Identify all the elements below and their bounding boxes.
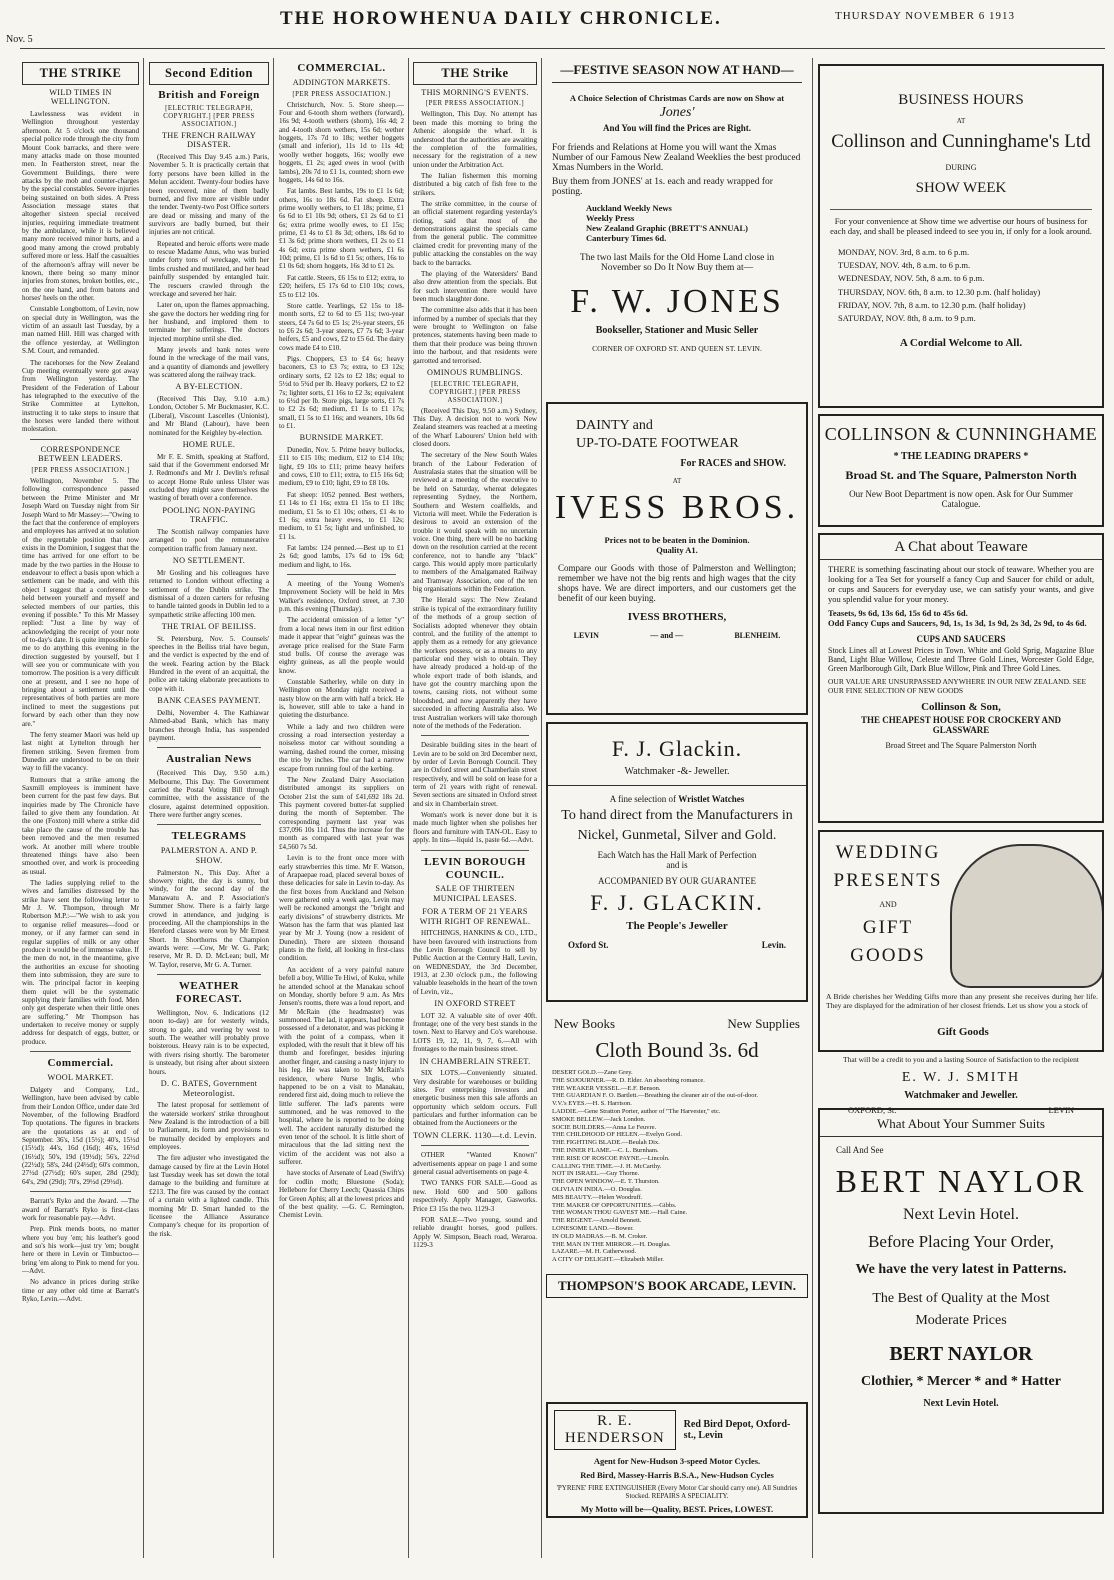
column-commercial (279, 58, 404, 1573)
ad-trade: Bookseller, Stationer and Music Seller (595, 325, 759, 336)
press-credit: [PER PRESS ASSOCIATION.] (292, 90, 391, 98)
page-label: Nov. 5 (6, 34, 33, 45)
article-paragraph: Constable Longbottom, of Levin, now on special duty in Wellington, was the victim of an assault last Tuesday, by a man named Hill. Hill was charged with the offence yesterday, at Wellington S.M. Court, and remanded. (22, 305, 139, 356)
ad-line: Compare our Goods with those of Palmerston and Wellington; remember we have not the big rents and high wages that the city shops have. We are direct importers, and our customers get the benefit of our keen buying. (558, 563, 796, 603)
ad-business-hours (818, 64, 1104, 408)
ad-thompsons-books (546, 1010, 808, 1393)
publication-name: Weekly Press (586, 213, 635, 223)
ad-firm-name: Collinson and Cunninghame's Ltd (831, 131, 1091, 152)
hours-tuesday: TUESDAY, NOV. 4th, 8 a.m. to 6 p.m. (838, 260, 971, 271)
ad-line: For RACES and SHOW. (680, 458, 786, 469)
ad-line (548, 794, 806, 804)
column-second-edition (149, 58, 269, 1573)
article-subheading: WOOL MARKET. (47, 1073, 114, 1083)
section-heading: Australian News (166, 753, 252, 766)
divider (830, 209, 1092, 210)
ad-line: Our New Boot Department is now open. Ask for Our Summer Catalogue. (849, 489, 1073, 509)
ad-locations (548, 631, 806, 640)
divider (421, 1145, 529, 1146)
article-paragraph: Lawlessness was evident in Wellington throughout yesterday afternoon. At 5 o'clock one thousand special police rode through the city from Mount Cook barracks, and there were many attacks made on those mounted men. In Featherston street, near the Government Buildings, there were attacks by the mob and counter-charges by the special constables. Severe injuries being sustained on both sides. A Press Association message states that altogether sixteen special received injuries, requiring immediate treatment by the ambulance, while it is believed many more received minor hurts, and a good many among the crowd probably suffered more or less. Half the casualties of the afternoon's affray will never be known, there being so many minor injuries from stones, broken bottles, etc., on the one hand, and from batons and horses' heels on the other. (22, 110, 139, 302)
article-subheading: NO SETTLEMENT. (172, 556, 246, 566)
ad-line: Nickel, Gunmetal, Silver and Gold. (577, 828, 777, 843)
ad-line: Red Bird, Massey-Harris B.S.A., New-Hudson Cycles (580, 1470, 774, 1480)
article-paragraph: (Received This Day 9.45 a.m.) Paris, November 5. It is practically certain that forty persons have been killed in the Melun accident. Twenty-four bodies have been recovered, nine of them badly burned, and five more are visible under the tender. Twenty-two Post Office sorters are dead or missing and many of the survivors are badly burned, but their injuries are not critical. (149, 153, 269, 237)
article-subheading: BANK CEASES PAYMENT. (157, 696, 261, 706)
book-list-item: SMOKE BELLEW.—Jack London. (552, 1115, 646, 1123)
book-list-item: THE GUARDIAN F. O. Bartlett.—Breathing the cleaner air of the out-of-door. (552, 1092, 758, 1100)
ad-line: Each Watch has the Hall Mark of Perfection (597, 850, 757, 860)
article-subheading: SALE OF THIRTEEN MUNICIPAL LEASES. (433, 884, 517, 904)
book-list-item: THE OPEN WINDOW.—E. T. Thurston. (552, 1178, 660, 1186)
book-list-item: THE SOJOURNER.—R. D. Elder. An absorbing romance. (552, 1076, 705, 1084)
book-list-item: THE MAN IN THE MIRROR.—H. Douglas. (552, 1240, 671, 1248)
article-subheading: FOR A TERM OF 21 YEARS WITH RIGHT OF RENEWAL. (419, 906, 531, 926)
ad-address: Red Bird Depot, Oxford-st., Levin (683, 1419, 791, 1441)
newspaper-title: THE HOROWHENUA DAILY CHRONICLE. (280, 8, 722, 29)
article-paragraph: Fat lambs. Best lambs, 19s to £1 1s 6d; others, 16s to 18s 6d. Fat sheep. Extra prime woolly wethers, to £1 18s; prime, £1 6s 6d to £1 10s 9d; others, £1 2s 6d to £1 6s; extra prime woolly ewes, to £1 15s; prime, £1 4s to £1 8s 3d; others, 18s 6d to £1 3s 6d; prime shorn wethers, £1 2s to £1 4s 6d; extra prime shorn wethers, £1 6s 10d; prime, £1 1s 6d to £1 5s; others, 16s to £1 0s 6d; shorn hoggets, 16s 3d to £1 2s. (279, 187, 404, 271)
ad-line: For friends and Relations at Home you will want the Xmas Number of our Famous New Zealand Weeklies the best produced Xmas Numbers in the World. (552, 143, 801, 173)
book-list-item: OLIVIA IN INDIA.—O. Douglas. (552, 1185, 642, 1193)
article-paragraph: (Received This Day, 9.10 a.m.) London, October 5. Mr Buckmaster, K.C. (Liberal), Viscount Lascelles (Unionist), and Mr Bland (Labour), have been nominated for the Keighley by-election. (149, 395, 269, 437)
advt-paragraph: Barratt's Ryko and the Award. —The award of Barratt's Ryko is first-class work for reasonable pay.—Advt. (22, 1197, 139, 1222)
ad-firm-name: R. E. HENDERSON (554, 1410, 676, 1450)
ad-line: SHOW WEEK (915, 180, 1007, 196)
ad-tagline: The People's Jeweller (626, 920, 728, 932)
ad-line: A Choice Selection of Christmas Cards are now on Show at (569, 93, 785, 103)
classified-ad: TWO TANKS FOR SALE.—Good as new. Hold 600 and 500 gallons respectively. Apply Manager, Gasworks. Price £3 15s the two. 1129-3 (413, 1179, 537, 1213)
ad-firm-name: COLLINSON & CUNNINGHAME (824, 424, 1098, 444)
press-credit: [ELECTRIC TELEGRAPH, COPYRIGHT.] [PER PRESS ASSOCIATION.] (163, 104, 255, 128)
section-heading: British and Foreign (158, 88, 260, 101)
section-heading: LEVIN BOROUGH COUNCIL. (424, 855, 526, 881)
ad-line: To hand direct from the Manufacturers in (561, 808, 793, 823)
ad-address: CORNER OF OXFORD ST. AND QUEEN ST. LEVIN. (592, 344, 762, 353)
ad-line: Wristlet Watches (678, 794, 745, 804)
section-heading: THE Strike (413, 62, 537, 85)
ad-line: For your convenience at Show time we advertise our hours of business for each day, and shall be pleased indeed to see you in, if only for a look around. (830, 216, 1092, 236)
article-paragraph: Dunedin, Nov. 5. Prime heavy bullocks, £11 to £15 10s; medium, £12 to £14 10s; light, £9 10s to £11; prime heavy heifers and cows, £10 to £11; extra, to £15 16s 6d; medium, £9 to £10; light, £9 to £8 10s. (279, 445, 404, 488)
ad-firm-name: THOMPSON'S BOOK ARCADE, LEVIN. (546, 1274, 808, 1298)
ad-line: PRESENTS (833, 870, 943, 891)
article-paragraph: Fat lambs: 124 penned.—Best up to £1 2s 6d; good lambs, 17s 6d to 19s 6d; medium and light, to 16s. (279, 543, 404, 569)
ad-line: AND (879, 900, 897, 909)
book-list-item: V.V.'s EYES.—H. S. Harrison. (552, 1100, 632, 1108)
ad-title: A Chat about Teaware (820, 539, 1102, 560)
jones-sign: Jones' (659, 105, 695, 120)
divider (30, 439, 131, 440)
wedding-heart-illustration-icon (950, 844, 1104, 988)
article-paragraph: The ferry steamer Maori was held up last night at Lyttelton through her firemen striking. Seven firemen from Dunedin are understood to be on their way to fill the vacancy. (22, 730, 139, 773)
location-levin: LEVIN (573, 631, 599, 640)
book-list-item: THE WOMAN THOU GAVEST ME.—Hall Caine. (552, 1209, 688, 1217)
ad-line: GIFT (862, 917, 914, 938)
ad-address: Broad Street and The Square Palmerston North (885, 741, 1037, 750)
ad-ewj-smith-footer (818, 1055, 1104, 1115)
advt-paragraph: Prep. Pink mends boots, no matter where you buy 'em; his leather's good and so's his work—just try 'em; bought here or there in Levin or Timbuctoo—bring 'em along to Pink to mend for you.—Advt. (22, 1225, 139, 1276)
classified-ad: OTHER "Wanted Known" advertisements appear on page 1 and some general casual advertisements on page 4. (413, 1151, 537, 1177)
article-paragraph: Fat sheep: 1052 penned. Best wethers, £1 14s to £1 16s; extra £1 15s to £1 18s; medium, £1 5s to £1 10s; others, £1 4s to £1 6s; extra heavy ewes, to £1 12s; medium, to £1 5s; light and unfinished, to £1 1s. (279, 490, 404, 541)
ad-address (548, 940, 806, 950)
ad-line: Prices not to be beaten in the Dominion. (604, 535, 750, 545)
article-subheading: ADDINGTON MARKETS. (292, 77, 391, 87)
article-paragraph: Mr Gosling and his colleagues have returned to London without effecting a settlement of the Dublin strike. The dismissal of a dozen carters for refusing to handle tainted goods in Dublin led to a sympathetic strike affecting 100 men. (149, 568, 269, 619)
ad-tagline: * THE LEADING DRAPERS * (893, 451, 1029, 462)
hours-list (820, 236, 1102, 325)
press-credit: [PER PRESS ASSOCIATION.] (425, 100, 525, 108)
signature: D. C. BATES, Government Meteorologist. (160, 1078, 258, 1098)
publication-name: New Zealand Graphic (BRETT'S ANNUAL) (586, 223, 748, 233)
issue-date: THURSDAY NOVEMBER 6 1913 (835, 10, 1015, 22)
article-paragraph: Many jewels and bank notes were found in the wreckage of the mail vans, and a quantity of diamonds and jewellery was scattered along the railway track. (149, 346, 269, 380)
ad-line: Next Levin Hotel. (903, 1206, 1019, 1223)
book-list-item: THE REGENT.—Arnold Bennett. (552, 1217, 642, 1225)
section-heading: COMMERCIAL. (297, 62, 386, 74)
article-paragraph: Mr F. E. Smith, speaking at Stafford, said that if the Government endorsed Mr J. Redmond's and Mr J. Devlin's refusal to accept Home Rule unless Ulster was excluded they might save themselves the wasting of breath over a conference. (149, 452, 269, 503)
wedding-title-block (828, 842, 948, 967)
article-paragraph: A meeting of the Young Women's Improvement Society will be held in Mrs Walker's residence, Oxford street, at 7.30 p.m. this evening (Thursday). (279, 580, 404, 614)
section-heading: WEATHER FORECAST. (175, 980, 243, 1006)
article-paragraph: The latest proposal for settlement of the waterside workers' strike throughout New Zealand is the introduction of a bill to Parliament, its form and provisions to be mutually decided by employers and employees. (149, 1101, 269, 1151)
article-subheading: A BY-ELECTION. (175, 382, 243, 392)
article-subheading: POOLING NON-PAYING TRAFFIC. (162, 505, 256, 525)
article-paragraph: Fat cattle. Steers, £6 15s to £12; extra, to £20; heifers, £5 17s 6d to £10 10s; cows, £5 to £12 10s. (279, 273, 404, 299)
book-list-item: THE INNER FLAME.—C. L. Burnham. (552, 1146, 659, 1154)
ad-line: Next Levin Hotel. (923, 1397, 999, 1409)
article-paragraph: An accident of a very painful nature befell a boy, Willie Te Hiwi, of Kuku, while he attended school at the Manakau school on Monday, shortly before 9 a.m. As Mrs Jensen's rooms, there was a loud report, and Mr McRain (the headmaster) was summoned. The lad, it appears, had become possessed of a detonator, and was picking it with the point of a compass, when it exploded, with the result that it blew off his thumb and forefinger, besides injuring another finger, and causing a nasty injury to his leg. He was taken to Mr McRain's residence, where Nurse Inglis, who happened to be on a visit to Manakau, rendered first aid, doing much to relieve the little sufferer. The lad's parents were summoned, and he was removed to the hospital, where he is reported to be doing well. The accident naturally disturbed the even tenor of the school. It is little short of miraculous that the lad sitting next the victim of the accident was not also a sufferer. (279, 965, 404, 1167)
ad-line: New Supplies (727, 1016, 800, 1031)
ad-line: The Best of Quality at the Most Moderate Prices (872, 1291, 1050, 1329)
article-paragraph: The accidental omission of a letter "y" from a local news item in our first edition made it appear that "eight" guineas was the average price realised for the State Farm stud bulls. Of course the average was eighty guineas, as all the people would know. (279, 616, 404, 675)
address-street: Oxford St. (568, 940, 609, 950)
ad-line: and is (666, 860, 688, 870)
ad-banner: —FESTIVE SEASON NOW AT HAND— (560, 62, 794, 77)
article-subheading: CORRESPONDENCE BETWEEN LEADERS. (38, 444, 123, 464)
article-paragraph: The fire adjuster who investigated the damage caused by fire at the Levin Hotel last Tuesday week has set down the total damage to the building and furniture at £213. The fire was caused by the contact of a curtain with a lighted candle. This morning Mr D. Smart handed to the licensee the Alliance Assurance Company's cheque for its proportion of the risk. (149, 1154, 269, 1238)
divider (421, 850, 529, 851)
ad-line: AT (956, 117, 966, 125)
article-paragraph: The Italian fishermen this morning distributed a big catch of fish free to the strikers. (413, 171, 537, 197)
column-divider (273, 58, 274, 1558)
signature: TOWN CLERK. 1130—t.d. Levin. (413, 1130, 537, 1140)
ad-trade: Watchmaker -&- Jeweller. (624, 766, 730, 777)
book-list-item: THE FIGHTING BLADE.—Beulah Dix. (552, 1139, 660, 1147)
article-paragraph: (Received This Day, 9.50 a.m.) Melbourne, This Day. The Government carried the Postal Voting Bill through committee, with the assistance of the closure, against determined opposition. There were further angry scenes. (149, 769, 269, 820)
article-paragraph: Pigs. Choppers, £3 to £4 6s; heavy baconers, £3 to £3 7s; extra, to £3 12s; ordinary sorts, £2 12s to £2 18s; equal to 5½d to 5¾d per lb. Heavy porkers, £2 to £2 7s; lighter sorts, £1 16s to £2 3s; equivalent to 6½d per lb. Store pigs, large sorts, £1 7s to £2 2s 6d; medium, £1 1s to £1 17s; small, £1 5s to £1 16s; and weaners, 10s 6d to £1. (279, 355, 404, 430)
article-subheading: BURNSIDE MARKET. (299, 433, 384, 443)
book-list-item: IN OLD MADRAS.—B. M. Croker. (552, 1232, 648, 1240)
section-heading: THE STRIKE (22, 62, 139, 85)
article-paragraph: Palmerston N., This Day. After a showery night, the day is sunny, but windy, for the second day of the Manawatu A. and P. Association's Summer Show. There is a fairly large crowd in attendance, and judging is proceeding. All the championships in the Hereford classes were won by Mr Ernest Short. In Shorthorns the Champion awards were: —Cow, Mr W. G. Park; reserve, Mr R. D. D. McLean; bull, Mr W. Taylor, reserve, Mr G. A. Turner. (149, 868, 269, 969)
address-street: OXFORD, St. (848, 1105, 897, 1115)
column-divider (541, 58, 542, 1558)
ad-bert-naylor (818, 1108, 1104, 1514)
article-paragraph: SIX LOTS.—Conveniently situated. Very desirable for warehouses or building sites. For enterprising investors and energetic business men this sale affords an opportunity which seldom occurs. Full particulars and further information can be obtained from the Auctioneers or the (413, 1069, 537, 1128)
ad-line: Agent for New-Hudson 3-speed Motor Cycles. (593, 1456, 761, 1466)
ad-title: BUSINESS HOURS (898, 92, 1024, 108)
article-subheading: THIS MORNING'S EVENTS. (421, 87, 529, 97)
hours-thursday: THURSDAY, NOV. 6th, 8 a.m. to 12.30 p.m. (half holiday) (838, 286, 1041, 297)
article-paragraph: St. Petersburg, Nov. 5. Counsels' speeches in the Beiliss trial have begun, and the verdict is expected by the end of the week. Fearing action by the Black Hundred in the event of an acquittal, the police are taking elaborate precautions to cope with it. (149, 634, 269, 693)
location-and: — and — (650, 631, 684, 640)
book-list-item: A CITY OF DELIGHT.—Elizabeth Miller. (552, 1256, 664, 1264)
henderson-header (548, 1404, 806, 1450)
ad-title: What About Your Summer Suits (820, 1116, 1102, 1137)
hours-saturday: SATURDAY, NOV. 8th, 8 a.m. to 9 p.m. (838, 312, 976, 323)
address-town: LEVIN (1048, 1105, 1074, 1115)
hours-wednesday: WEDNESDAY, NOV. 5th, 8 a.m. to 6 p.m. (838, 273, 985, 284)
book-list (546, 1063, 808, 1264)
ad-fj-glackin (546, 722, 808, 1002)
price-line: Odd Fancy Cups and Saucers, 9d, 1s, 1s 3d, 1s 9d, 2s 3d, 2s 9d, to 4s 6d. (828, 618, 1087, 628)
ad-line: New Books (554, 1016, 616, 1031)
book-list-item: THE CHILDHOOD OF HELEN.—Evelyn Good. (552, 1131, 682, 1139)
article-paragraph: Repeated and heroic efforts were made to rescue Madame Anus, who was buried under forty tons of wreckage, with her limbs crushed and mutilated, and her head painfully suspended by entangled hair. The rescuers crawled through the wreckage and severed her hair. (149, 239, 269, 298)
ad-line: Stock Lines all at Lowest Prices in Town. White and Gold Sprig, Magazine Blue Band, Light Blue Willow, Celeste and Three Gold Lines, Worcester Gold Edge, Green Marlborough Gilt, Dark Blue Willow, Pink and Three Gold Lines. (828, 646, 1094, 673)
divider (287, 574, 396, 575)
ad-line: GOODS (850, 945, 926, 966)
ad-line: Buy them from JONES' at 1s. each and ready wrapped for posting. (552, 177, 773, 197)
ad-line: 'PYRENE' FIRE EXTINGUISHER (Every Motor Car should carry one). All Sundries Stocked. REPAIRS A SPECIALITY. (556, 1484, 798, 1500)
book-list-item: CALLING THE TIME.—J. H. McCarthy. (552, 1162, 662, 1170)
ad-line: A Bride cherishes her Wedding Gifts more than any present she receives during her life. They are displayed for the admiration of her closest friends. Let us show you a stock of (826, 992, 1098, 1010)
article-paragraph: The strike committee, in the course of an official statement regarding yesterday's rioting, said that most of the demonstrations against the specials came from the general public. The committee claimed credit for preventing many of the public attacking the constables on the way back to the barracks. (413, 200, 537, 267)
advt-paragraph: Woman's work is never done but it is made much lighter when she polishes her floors and furniture with TAN-OL. Easy to apply. In tins—liquid 1s, paste 6d.—Advt. (413, 811, 537, 845)
divider (548, 785, 806, 786)
column-divider (408, 58, 409, 1558)
location-blenheim: BLENHEIM. (734, 631, 781, 640)
divider (30, 1051, 131, 1052)
article-subheading: PALMERSTON A. AND P. SHOW. (160, 846, 258, 866)
article-paragraph: The ladies supplying relief to the wives and families distressed by the strike have sent the following letter to Mr J. W. Thompson, through Mr Robertson M.P.:—"We wish to ask you to organise relief measures—food or money, or if any farmer can send in regular supplies of milk or any other produce it would be of immense value. If the men do not, in the meantime, give the authorities an excuse for shooting them into submission, they are sure to win. The principal factor in keeping them quiet will be the systematic supplying their families with food. Men only get desperate when their little ones are suffering." Mr Thompson has undertaken to receive money or supply address for despatch of eggs, butter, or produce. (22, 879, 139, 1046)
ad-firm-name: IVESS BROTHERS, (627, 611, 727, 623)
article-subheading: OMINOUS RUMBLINGS. (427, 367, 523, 377)
book-list-item: THE WEAKER VESSEL.—E.F. Benson. (552, 1084, 661, 1092)
ad-teaware (818, 533, 1104, 823)
address-town: Levin. (761, 940, 786, 950)
article-paragraph: Delhi, November 4. The Kathiawar Ahmed-abad Bank, which has many branches through India, has suspended payment. (149, 708, 269, 742)
ad-line: Before Placing Your Order, (868, 1232, 1054, 1251)
ad-line: AT (672, 477, 682, 485)
book-list-item: SOCIE BUILDERS.—Anna Le Feuvre. (552, 1123, 657, 1131)
ad-ewj-smith (818, 830, 1104, 1052)
ad-line: And You will find the Prices are Right. (602, 123, 751, 133)
article-paragraph: The Herald says: The New Zealand strike is typical of the extraordinary futility of the methods of a group section of Socialists adopted whenever they obtain control, and the futility of the attempt to apply them as a remedy for any grievance the workers possess, or as a means to any particular end they wish to obtain. They have already produced a hold-up of the whole export trade of both islands, and have got the country marching upon the towns, causing riots, not without some bloodshed, and now apparently they have succeeded in affecting Australia also. We trust Australian workers will take thorough note of the methods of the Federation. (413, 596, 537, 730)
article-paragraph: Later on, upon the flames approaching, she gave the doctors her wedding ring for her husband, and implored them to terminate her sufferings. The doctors injected morphine until she died. (149, 301, 269, 343)
article-paragraph: Desirable building sites in the heart of Levin are to be sold on 3rd December next, by order of Levin Borough Council. They are in Oxford street and Chamberlain street respectively, and will be sold on lease for a term of 21 years with right of renewal. Seven sections are situated in Oxford street and six in Chamberlain street. (413, 741, 537, 808)
ad-line: Gift Goods (937, 1026, 989, 1038)
ad-tagline: My Motto will be—Quality, BEST. Prices, LOWEST. (580, 1504, 774, 1514)
article-subheading: WILD TIMES IN WELLINGTON. (49, 87, 112, 107)
article-subheading: IN CHAMBERLAIN STREET. (419, 1056, 531, 1066)
ad-line: A Cordial Welcome to All. (899, 337, 1023, 350)
publication-name: Auckland Weekly News (586, 203, 672, 213)
divider (421, 735, 529, 736)
section-heading: Second Edition (149, 62, 269, 85)
article-paragraph: LOT 32. A valuable site of over 40ft. frontage; one of the very best stands in the town. Next to Harvey and Co's warehouse. LOTS 19, 12, 11, 9, 7, 6.—All with frontages to the main business street. (413, 1011, 537, 1054)
ad-re-henderson (546, 1402, 808, 1518)
book-list-item: NOT IN ISRAEL.—Guy Thorne. (552, 1170, 640, 1178)
article-paragraph: Wellington, This Day. No attempt has been made this morning to bring the Athenic alongside the wharf. It is understood that the authorities are awaiting the completion of the formalities, necessary for the registration of a new union under the Arbitration Act. (413, 110, 537, 169)
article-subheading: THE TRIAL OF BEILISS. (161, 622, 257, 631)
column-divider (143, 58, 144, 1558)
books-header (546, 1010, 808, 1032)
ad-line: WEDDING (835, 842, 941, 863)
ad-tagline: THE CHEAPEST HOUSE FOR CROCKERY AND GLASSWARE (861, 715, 1061, 735)
ad-address: Broad St. and The Square, Palmerston North (845, 468, 1077, 482)
article-paragraph: Levin is to the front once more with early strawberries this time. Mr F. Watson, of Arapaepae road, placed several boxes of these delicacies for sale in Levin to-day. As the first boxes from Auckland and Nelson were gathered only a week ago, Levin may well be reckoned amongst the "bright and early divisions" of strawberry districts. Mr Watson has the farm that was planted last year by Mr J. Young (now a resident of Dunedin). There are sixteen thousand plants in the field, all looking in first-class condition. (279, 854, 404, 963)
ad-line: Call And See (836, 1145, 884, 1155)
article-paragraph: Rumours that a strike among the Saxmill employees is imminent have been current for the past few days. But inquiries made by The Chronicle have failed to give them any foundation. At the one (Foxton) mill where a strike did take place the cause of the trouble has been removed and the men resumed work. At another mill where trouble threatened things have also been smoothed over, and work is proceeding as usual. (22, 775, 139, 876)
press-credit: [PER PRESS ASSOCIATION.] (31, 467, 130, 475)
advt-paragraph: No advance in prices during strike time or any other old time at Barratt's Ryko, Levin.—Advt. (22, 1278, 139, 1304)
ad-line: Cloth Bound 3s. 6d (595, 1038, 759, 1062)
article-paragraph: (Received This Day, 9.50 a.m.) Sydney, This Day. A decision not to work New Zealand steamers was reached at a meeting of the Wharf Labourers' Union held with closed doors. (413, 406, 537, 449)
article-paragraph: The New Zealand Dairy Association distributed amongst its suppliers on October 21st the sum of £41,692 18s 2d. This payment covered butter-fat supplied during the month of September. The corresponding payment last year was £37,096 10s 11d. Thus the increase for the month as compared with last year was £4,560 7s 5d. (279, 775, 404, 851)
article-paragraph: The Scottish railway companies have arranged to pool the remunerative competition traffic from January next. (149, 528, 269, 553)
divider (157, 747, 261, 748)
article-paragraph: Wellington, November 5. The following correspondence passed between the Prime Minister and Mr Joseph Ward on Tuesday night from Sir Joseph Ward to Mr Massey:—"Owing to the fact that the conference of employers and employees has arrived at no solution of the regrettable position that now exists in the Dominion, I suggest that the time has arrived for one effort to be made by the two parties in the House to endeavour to effect a basis upon which a settlement can be made, and with this object I suggest that a conference be held between yourself and myself and selected members of our parties, this evening if possible." To this Mr Massey replied: "Just a line by way of acknowledging the receipt of your note of to-day's date. It is quite impossible for me to do anything this evening in the direction suggested by yourself, but I will see you or communicate with you tomorrow. The position is a very difficult one at present, and I see no hope of bringing about a settlement until the representatives of both parties are more inclined to meet the suggestions put forward by each other than they now are." (22, 477, 139, 728)
article-paragraph: Christchurch, Nov. 5. Store sheep.—Four and 6-tooth shorn wethers (forward), 16s 9d; 4-tooth wethers (shorn), 16s 4d; 2 and 4-tooth shorn wethers, 15s 6d; wether hoggets, 17s 7d to 18s; wether hoggets (small and inferior), 11s 1d to 11s 4d; woolly wether hoggets, 16s; woolly ewe hoggets, £1 2s; aged ewes in wool (with lambs), 20s 7d to £1 1s, counted; shorn ewe hoggets, 14s 6d to 16s. (279, 100, 404, 184)
price-line: Teasets, 9s 6d, 13s 6d, 15s 6d to 45s 6d. (828, 608, 968, 618)
ad-firm-name: IVESS BROS. (554, 489, 800, 526)
classified-ad: FOR SALE—Two young, sound and reliable draught horses, good pullers. Apply W. Simpson, Beach road, Weraroa. 1129-3 (413, 1215, 537, 1249)
ad-line: That will be a credit to you and a lasting Source of Satisfaction to the recipient (843, 1055, 1079, 1064)
article-paragraph: Wellington, Nov. 6. Indications (12 noon to-day) are for westerly winds, strong to gale, and veering by west to south. The weather will probably prove boisterous. Heavy rain is to be expected, with rivers rising shortly. The barometer is unsteady, but rising after about sixteen hours. (149, 1008, 269, 1076)
divider (30, 1191, 131, 1192)
ad-line: A fine selection of (609, 794, 677, 804)
article-paragraph: The racehorses for the New Zealand Cup meeting eventually were got away from Wellington yesterday. The President of the Federation of Labour has telegraphed to the executive of the Strike Committee at Lyttelton, instructing it to take steps to insure that the horses were landed there without molestation. (22, 358, 139, 434)
article-subheading: IN OXFORD STREET (434, 999, 516, 1009)
ad-line: ACCOMPANIED BY OUR GUARANTEE (597, 876, 757, 886)
ad-line: Quality A1. (656, 545, 698, 555)
ad-firm-name: F. J. GLACKIN. (590, 890, 764, 915)
ad-firm-name: E. W. J. SMITH (901, 1070, 1021, 1085)
ad-trade: Clothier, * Mercer * and * Hatter (861, 1373, 1061, 1389)
masthead (0, 0, 1114, 45)
article-subheading: HOME RULE. (182, 439, 236, 449)
column-divider (812, 58, 813, 1558)
book-list-item: LAZARE.—M. H. Catherwood. (552, 1248, 637, 1256)
book-list-item: LADDIE.—Gene Stratton Porter, author of "The Harvester," etc. (552, 1107, 721, 1115)
ad-collinson-cunninghame (818, 414, 1104, 527)
article-paragraph: Constable Satherley, while on duty in Wellington on Monday night received a nasty blow on the arm with half a brick. He is, however, still able to take a hand in quieting the disturbance. (279, 677, 404, 720)
advt-paragraph: have stocks of Arsenate of Lead (Swift's) for codlin moth; Bluestone (Soda); Hellebore for Cherry Leech; Quassia Chips for Green Aphis; all at the lowest prices and of the best quality. —G. C. Remington, Chemist Levin. (279, 1169, 404, 1220)
article-paragraph: HITCHINGS, HANKINS & CO., LTD., have been favoured with instructions from the Levin Borough Council to sell by Public Auction at the Century Hall, Levin, on WEDNESDAY, the 3rd December, 1913, at 2.30 o'clock p.m., the following valuable leaseholds in the heart of the town of Levin, viz., (413, 929, 537, 996)
ad-trade: Watchmaker and Jeweller. (904, 1090, 1018, 1101)
ad-fw-jones (546, 58, 808, 393)
ad-firm-name: BERT NAYLOR (835, 1163, 1087, 1199)
divider (157, 824, 261, 825)
ad-firm-name: Collinson & Son, (921, 701, 1001, 713)
ad-subheading: CUPS AND SAUCERS (916, 634, 1006, 644)
section-heading: TELEGRAMS (171, 830, 247, 843)
ad-line: DURING (945, 163, 977, 172)
column-strike (22, 58, 139, 1573)
article-paragraph: While a lady and two children were crossing a road intersection yesterday a noiseless motor car without sounding a warning, dashed round the corner, missing the trio by inches. The car had a narrow escape from running foul of the kerbing. (279, 722, 404, 773)
hours-friday: FRIDAY, NOV. 7th, 8 a.m. to 12.30 p.m. (half holiday) (838, 299, 1026, 310)
ad-line: UP-TO-DATE FOOTWEAR (576, 436, 739, 451)
ad-line: DAINTY and (576, 418, 653, 433)
divider (552, 82, 802, 83)
article-paragraph: The secretary of the New South Wales branch of the Labour Federation of Australasia states that the situation will be reviewed at a meeting of the executive to be held on Saturday, whereat delegates representing Sydney, the Northern, Southern and Western coalfields, and Victoria will meet. While the Federation is desirous to avoid an extension of the trouble it would speak with no uncertain voice. One thing, there will be no backing down on the resolution carried at the recent conference, not to handle any "black" cargo. This would apply more particularly to members of the Amalgamated Railway and Tramway Association, one of the ten big organisations within the Federation. (413, 451, 537, 594)
ad-line: THERE is something fascinating about our stock of teaware. Whether you are looking for a Tea Set for yourself a fancy Cup and Saucer for child or adult, or cups and Saucers for everyday use, we can satisfy your wants, and give you splendid value for your money. (828, 564, 1094, 604)
book-list-item: LONESOME LAND.—Bower. (552, 1224, 634, 1232)
divider (157, 974, 261, 975)
book-list-item: THE RISE OF ROSCOE PAYNE.—Lincoln. (552, 1154, 670, 1162)
ad-firm-name: BERT NAYLOR (889, 1342, 1033, 1365)
ad-firm-name: F. J. Glackin. (611, 736, 743, 761)
ad-line: The two last Mails for the Old Home Land close in November so Do It Now Buy them at— (579, 253, 775, 273)
ad-line: OUR VALUE ARE UNSURPASSED ANYWHERE IN OUR NEW ZEALAND. SEE OUR FINE SELECTION OF NEW GOODS (828, 677, 1087, 695)
ad-ivess-bros (546, 402, 808, 715)
article-paragraph: The playing of the Watersiders' Band also drew attention from the specials. But for such intervention there would have been much slaughter done. (413, 269, 537, 303)
section-heading: Commercial. (47, 1057, 114, 1070)
book-list-item: MIS BEAUTY.—Helen Woodruff. (552, 1193, 643, 1201)
article-paragraph: The committee also adds that it has been informed by a number of specials that they were brought to Wellington on false pretences, statements having been made to them that their produce was being thrown into the harbour, and that residents were garrotted and terrorised. (413, 306, 537, 365)
publication-name: Canterbury Times 6d. (586, 233, 667, 243)
ad-firm-name: F. W. JONES (570, 283, 784, 320)
hours-monday: MONDAY, NOV. 3rd, 8 a.m. to 6 p.m. (838, 247, 970, 257)
article-paragraph: Dalgety and Company, Ltd., Wellington, have been advised by cable from their London Office, under date 3rd November, of the following Bradford Top quotations. The figures in brackets are the quotations as at end of September. 36's, 15d (15½); 40's, 15½d (15½d); 44's, 16d (16d); 46's, 16½d (16½d); 50's, 19d (19½d); 56's, 22½d (22½d); 58's, 24d (24½d); 60's common, 27½d (27½d); 60's super, 28d (29d); 64's, 29d (29d); 70's, 29½d (29½d). (22, 1085, 139, 1186)
column-strike-events (413, 58, 537, 1573)
masthead-rule (20, 48, 1105, 49)
ad-line: We have the very latest in Patterns. (855, 1262, 1067, 1277)
book-list-item: DESERT GOLD.—Zane Grey. (552, 1069, 633, 1076)
press-credit: [ELECTRIC TELEGRAPH, COPYRIGHT.] [PER PRESS ASSOCIATION.] (429, 380, 521, 404)
article-paragraph: Store cattle. Yearlings, £2 15s to 18-month sorts, £2 to 6d to £5 11s; two-year steers, £4 7s 6d to £5 1s; 2½-year steers, £6 to £6 2s 6d; 3-year steers, £7 7s 6d; 3-year heifers, £5 and cows, £2 to £5 6d. The dairy cows made £4 to £10. (279, 301, 404, 352)
article-subheading: THE FRENCH RAILWAY DISASTER. (161, 130, 257, 150)
book-list-item: THE MAKER OF OPPORTUNITIES.—Gibbs. (552, 1201, 677, 1209)
